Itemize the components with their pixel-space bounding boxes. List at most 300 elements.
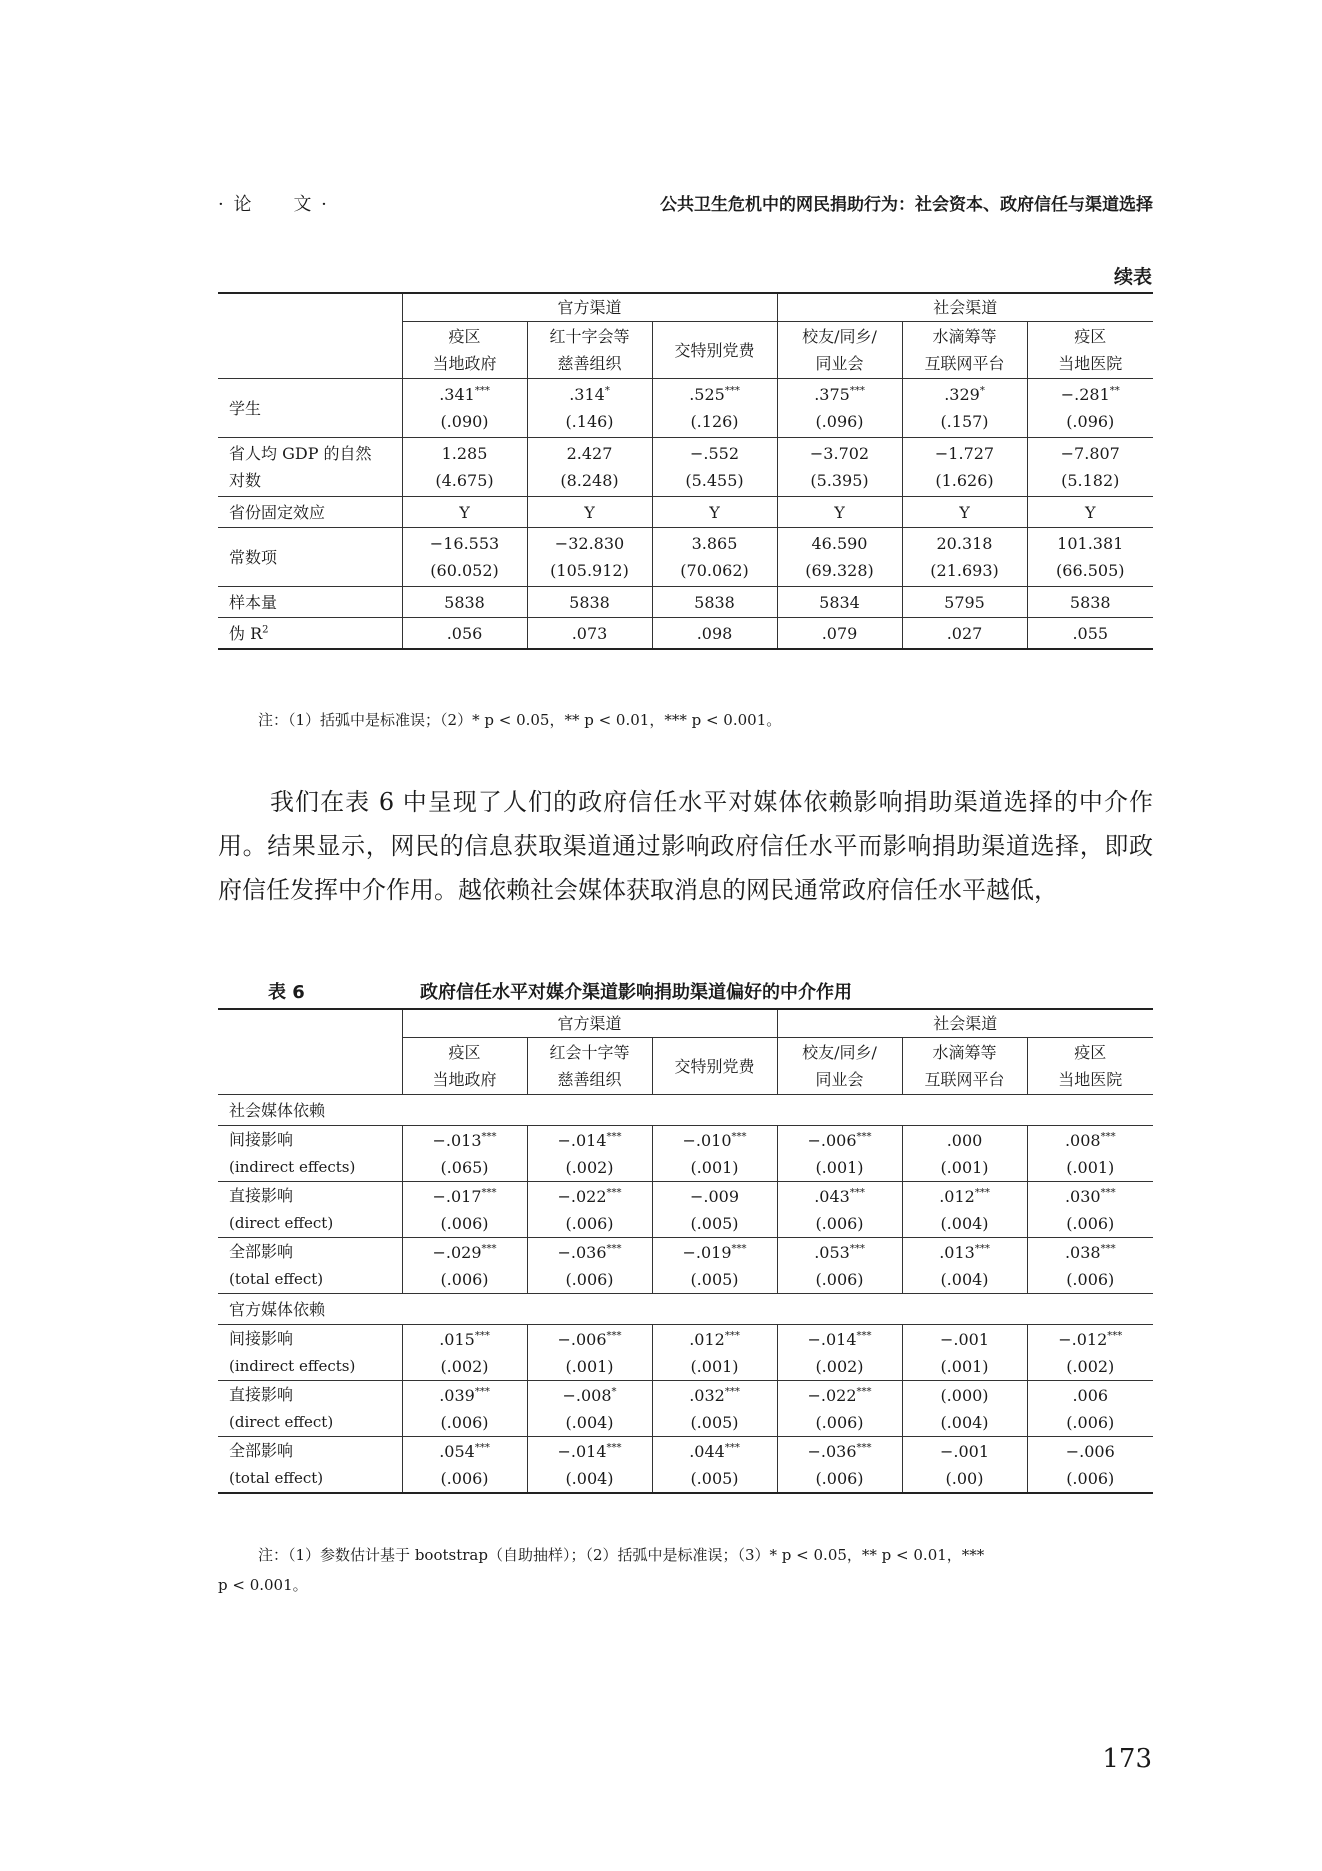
coefficient: −.281 [1060,385,1110,404]
coefficient: −.022 [807,1385,857,1405]
standard-error: (1.626) [935,471,994,490]
cell-value [1027,1238,1153,1294]
coefficient: −.006 [1065,1441,1115,1461]
row-label [218,1325,402,1381]
coefficient: .000 [946,1130,983,1150]
coefficient: −.029 [432,1242,482,1262]
coefficient: −7.807 [1060,444,1120,463]
cell-value [652,1325,777,1381]
standard-error: (4.675) [435,471,494,490]
significance-stars: *** [481,1187,497,1199]
page-number: 173 [1102,1744,1152,1774]
group-social: 社会渠道 [777,293,1153,322]
cell-value: Y [902,497,1027,528]
standard-error: (.001) [565,1356,614,1376]
significance-stars: *** [849,385,865,397]
cell-value: .098 [652,618,777,650]
cell-value [1027,1381,1153,1437]
body-paragraph [218,780,1153,912]
significance-stars: *** [474,385,490,397]
cell-value [902,1126,1027,1182]
standard-error: (.005) [690,1468,739,1488]
coefficient: −.022 [557,1186,607,1206]
standard-error: (.006) [440,1468,489,1488]
cell-value [527,379,652,438]
standard-error: (.096) [1066,412,1115,431]
cell-value: Y [527,497,652,528]
standard-error: (60.052) [430,561,499,580]
cell-value: 5795 [902,587,1027,618]
cell-value: .055 [1027,618,1153,650]
significance-stars: *** [731,1131,747,1143]
coefficient: .008 [1064,1130,1101,1150]
section-label: · 论 文 · [218,194,329,215]
standard-error: (.006) [1066,1269,1115,1289]
table-row [218,618,1153,650]
cell-value [777,438,902,497]
column-header [902,1038,1027,1095]
significance-stars: *** [606,1187,622,1199]
row-label-line: 间接影响 [229,1329,294,1348]
standard-error: (.006) [815,1269,864,1289]
cell-value [527,1182,652,1238]
paragraph-text: 我们在表 6 中呈现了人们的政府信任水平对媒体依赖影响捐助渠道选择的中介作用。结果显示，网民的信息获取渠道通过影响政府信任水平而影响捐助渠道选择，即政府信任发挥中介作用。越依赖社会媒体获取消息的网民通常政府信任水平越低， [218,788,1153,904]
coefficient: 3.865 [691,534,738,553]
column-header-line: 慈善组织 [557,354,622,373]
section-title: 官方媒体依赖 [218,1294,1153,1325]
cell-value [527,1325,652,1381]
row-label [218,1126,402,1182]
column-header [652,1038,777,1095]
coefficient: −32.830 [554,534,625,553]
coefficient: −16.553 [429,534,500,553]
row-label [218,1238,402,1294]
significance-stars: * [604,385,610,397]
row-label-line: 对数 [229,471,262,490]
table-row [218,1381,1153,1437]
note-line: p < 0.001。 [218,1576,308,1594]
significance-stars: *** [974,1243,990,1255]
row-label-line: 直接影响 [229,1186,294,1205]
coefficient: −.006 [557,1329,607,1349]
coefficient: 2.427 [566,444,613,463]
cell-value [1027,1126,1153,1182]
standard-error: (.005) [690,1269,739,1289]
standard-error: (.001) [815,1157,864,1177]
row-label-line: 直接影响 [229,1385,294,1404]
standard-error: (5.395) [810,471,869,490]
cell-value [902,1325,1027,1381]
cell-value [652,379,777,438]
column-header [777,1038,902,1095]
column-header-line: 当地医院 [1058,1070,1123,1089]
cell-value [777,1437,902,1494]
standard-error: (70.062) [680,561,749,580]
significance-stars: *** [856,1330,872,1342]
standard-error: (.001) [690,1157,739,1177]
standard-error: (.002) [565,1157,614,1177]
cell-value [902,1381,1027,1437]
standard-error: (.002) [815,1356,864,1376]
coefficient: .013 [939,1242,975,1262]
cell-value [402,438,527,497]
row-label-english: (indirect effects) [229,1357,356,1375]
table-note [218,1540,1153,1600]
significance-stars: *** [474,1330,490,1342]
column-header-line: 互联网平台 [924,354,1005,373]
column-header-line: 交特别党费 [674,1056,755,1076]
column-header-line: 当地政府 [432,1070,497,1089]
standard-error: (.004) [565,1412,614,1432]
standard-error: (.006) [1066,1213,1115,1233]
row-label-line: 全部影响 [229,1242,294,1261]
standard-error: (.004) [940,1412,989,1432]
significance-stars: *** [481,1243,497,1255]
table-row [218,1238,1153,1294]
standard-error: (.157) [940,412,989,431]
significance-stars: *** [1100,1131,1116,1143]
standard-error: (.00) [945,1468,984,1488]
standard-error: (.006) [440,1412,489,1432]
cell-value [902,528,1027,587]
coefficient: .038 [1064,1242,1101,1262]
column-header-line: 疫区 [1074,1043,1107,1062]
significance-stars: *** [849,1187,865,1199]
coefficient: .375 [814,385,850,404]
row-label-line: 全部影响 [229,1441,294,1460]
table-row [218,528,1153,587]
coefficient: −.552 [689,444,740,463]
cell-value [527,1381,652,1437]
mediation-table [218,1008,1153,1494]
coefficient: −1.727 [934,444,995,463]
coefficient: .341 [439,385,475,404]
table-row [218,1437,1153,1494]
standard-error: (21.693) [930,561,999,580]
standard-error: (.006) [565,1269,614,1289]
standard-error: (.006) [1066,1412,1115,1432]
standard-error: (.126) [690,412,739,431]
continued-label: 续表 [1113,266,1152,288]
coefficient: 101.381 [1057,534,1124,553]
standard-error: (.002) [440,1356,489,1376]
table-number: 表 6 [268,982,305,1003]
standard-error: (.002) [1066,1356,1115,1376]
coefficient: (.000) [940,1385,989,1405]
cell-value [402,379,527,438]
cell-value [777,1238,902,1294]
coefficient: −.013 [432,1130,482,1150]
cell-value: .027 [902,618,1027,650]
coefficient: −.014 [557,1441,607,1461]
cell-value [1027,1325,1153,1381]
column-header [527,322,652,379]
coefficient: 1.285 [441,444,488,463]
coefficient: .030 [1064,1186,1101,1206]
table-row [218,497,1153,528]
cell-value [902,1238,1027,1294]
column-header-line: 同业会 [815,354,864,373]
table-caption [218,978,1153,1006]
cell-value [777,528,902,587]
column-header-line: 交特别党费 [674,340,755,360]
row-label-english: (direct effect) [229,1214,334,1232]
cell-value: 5838 [527,587,652,618]
column-header [777,322,902,379]
cell-value [1027,438,1153,497]
header-corner [218,1009,402,1095]
standard-error: (.001) [940,1157,989,1177]
significance-stars: *** [724,1442,740,1454]
cell-value [777,1381,902,1437]
row-label-english: (total effect) [229,1469,324,1487]
standard-error: (.001) [690,1356,739,1376]
standard-error: (.006) [815,1213,864,1233]
significance-stars: * [611,1386,617,1398]
standard-error: (.004) [940,1213,989,1233]
section-row [218,1095,1153,1126]
cell-value [652,528,777,587]
table-note: 注：（1）括弧中是标准误；（2）* p < 0.05，** p < 0.01，*** p < 0.001。 [258,711,782,729]
cell-value: 5838 [652,587,777,618]
column-header [652,322,777,379]
row-label [218,618,402,650]
cell-value [652,1238,777,1294]
coefficient: −.017 [432,1186,482,1206]
significance-stars: * [979,385,985,397]
row-label-english: (direct effect) [229,1413,334,1431]
cell-value [1027,379,1153,438]
column-header-line: 慈善组织 [557,1070,622,1089]
running-header [218,190,1153,216]
cell-value [527,528,652,587]
section-title: 社会媒体依赖 [218,1095,1153,1126]
significance-stars: *** [849,1243,865,1255]
significance-stars: *** [724,385,740,397]
coefficient: −3.702 [809,444,870,463]
significance-stars: *** [474,1386,490,1398]
cell-value [902,1437,1027,1494]
column-header-line: 疫区 [1074,327,1107,346]
row-label [218,1381,402,1437]
cell-value [402,1325,527,1381]
cell-value [902,1182,1027,1238]
cell-value: .079 [777,618,902,650]
coefficient: 46.590 [811,534,868,553]
cell-value: Y [402,497,527,528]
group-official: 官方渠道 [402,293,777,322]
standard-error: (8.248) [560,471,619,490]
cell-value: 5834 [777,587,902,618]
cell-value [402,1381,527,1437]
cell-value [402,1437,527,1494]
group-official: 官方渠道 [402,1009,777,1038]
column-header [527,1038,652,1095]
group-header-row [218,293,1153,322]
significance-stars: *** [606,1243,622,1255]
coefficient: .044 [689,1441,725,1461]
significance-stars: *** [856,1442,872,1454]
column-header-line: 红会十字等 [549,1043,630,1062]
coefficient: .006 [1072,1385,1109,1405]
row-label-line: 常数项 [229,547,278,567]
column-header [902,322,1027,379]
row-label: 样本量 [218,587,402,618]
column-header-line: 当地医院 [1058,354,1123,373]
significance-stars: *** [481,1131,497,1143]
row-label [218,528,402,587]
coefficient: −.006 [807,1130,857,1150]
standard-error: (.001) [1066,1157,1115,1177]
row-label-english: (indirect effects) [229,1158,356,1176]
cell-value [402,1126,527,1182]
cell-value [1027,1182,1153,1238]
row-label-line: 省人均 GDP 的自然 [229,444,372,463]
regression-table-continued [218,292,1153,650]
coefficient: .314 [569,385,605,404]
row-label [218,438,402,497]
significance-stars: *** [606,1442,622,1454]
cell-value [777,1325,902,1381]
significance-stars: *** [606,1131,622,1143]
coefficient: .525 [689,385,725,404]
coefficient: −.001 [939,1329,990,1349]
table-row [218,1325,1153,1381]
standard-error: (.006) [440,1213,489,1233]
coefficient: −.014 [807,1329,857,1349]
row-label: 省份固定效应 [218,497,402,528]
note-line: 注：（1）参数估计基于 bootstrap（自助抽样）；（2）括弧中是标准误；（3）* p < 0.05，** p < 0.01，*** [258,1546,985,1564]
cell-value [652,1182,777,1238]
standard-error: (.005) [690,1213,739,1233]
table-row [218,1182,1153,1238]
cell-value: Y [1027,497,1153,528]
column-header-line: 校友/同乡/ [802,1043,877,1062]
row-label-line: 间接影响 [229,1130,294,1149]
column-header-line: 当地政府 [432,354,497,373]
coefficient: 20.318 [936,534,993,553]
column-header [402,1038,527,1095]
column-header [402,322,527,379]
coefficient: .032 [689,1385,725,1405]
cell-value: 5838 [1027,587,1153,618]
cell-value [652,1437,777,1494]
significance-stars: ** [1109,385,1120,397]
standard-error: (.004) [940,1269,989,1289]
standard-error: (5.182) [1061,471,1120,490]
coefficient: −.009 [689,1186,740,1206]
cell-value [527,1437,652,1494]
coefficient: −.012 [1058,1329,1108,1349]
standard-error: (.090) [440,412,489,431]
row-label [218,379,402,438]
standard-error: (.001) [940,1356,989,1376]
group-social: 社会渠道 [777,1009,1153,1038]
table-row [218,379,1153,438]
row-label-line: 学生 [229,398,262,418]
coefficient: −.001 [939,1441,990,1461]
significance-stars: *** [856,1131,872,1143]
table-row [218,1126,1153,1182]
standard-error: (5.455) [685,471,744,490]
coefficient: .053 [814,1242,850,1262]
table-row [218,438,1153,497]
significance-stars: *** [1107,1330,1123,1342]
cell-value [1027,528,1153,587]
cell-value [777,1182,902,1238]
cell-value: Y [777,497,902,528]
standard-error: (69.328) [805,561,874,580]
row-label-english: (total effect) [229,1270,324,1288]
cell-value [1027,1437,1153,1494]
significance-stars: *** [974,1187,990,1199]
standard-error: (.096) [815,412,864,431]
table-title: 政府信任水平对媒介渠道影响捐助渠道偏好的中介作用 [420,982,852,1003]
coefficient: −.014 [557,1130,607,1150]
coefficient: −.019 [682,1242,732,1262]
cell-value [652,438,777,497]
cell-value [402,1182,527,1238]
coefficient: −.036 [807,1441,857,1461]
significance-stars: *** [1100,1187,1116,1199]
standard-error: (.005) [690,1412,739,1432]
column-header-line: 疫区 [448,327,481,346]
column-header-line: 水滴筹等 [932,1043,997,1062]
column-header-line: 红十字会等 [549,327,630,346]
cell-value [402,1238,527,1294]
coefficient: .329 [944,385,980,404]
column-header [1027,322,1153,379]
coefficient: .015 [439,1329,475,1349]
standard-error: (105.912) [550,561,629,580]
standard-error: (.006) [815,1412,864,1432]
coefficient: −.008 [562,1385,612,1405]
standard-error: (.146) [565,412,614,431]
article-title: 公共卫生危机中的网民捐助行为：社会资本、政府信任与渠道选择 [660,195,1153,215]
coefficient: .012 [689,1329,725,1349]
cell-value: .056 [402,618,527,650]
significance-stars: *** [731,1243,747,1255]
row-label-text: 伪 R [229,623,263,643]
standard-error: (.065) [440,1157,489,1177]
header-corner [218,293,402,379]
section-row [218,1294,1153,1325]
cell-value: 5838 [402,587,527,618]
row-label [218,1182,402,1238]
cell-value [777,379,902,438]
cell-value [777,1126,902,1182]
significance-stars: *** [1100,1243,1116,1255]
group-header-row [218,1009,1153,1038]
coefficient: .043 [814,1186,850,1206]
significance-stars: *** [856,1386,872,1398]
standard-error: (66.505) [1056,561,1125,580]
column-header [1027,1038,1153,1095]
standard-error: (.004) [565,1468,614,1488]
table-row [218,587,1153,618]
coefficient: .012 [939,1186,975,1206]
column-header-line: 疫区 [448,1043,481,1062]
standard-error: (.006) [1066,1468,1115,1488]
row-label [218,1437,402,1494]
significance-stars: *** [724,1386,740,1398]
coefficient: −.010 [682,1130,732,1150]
column-header-line: 水滴筹等 [932,327,997,346]
significance-stars: *** [606,1330,622,1342]
superscript: 2 [262,624,269,636]
standard-error: (.006) [565,1213,614,1233]
coefficient: .054 [439,1441,475,1461]
